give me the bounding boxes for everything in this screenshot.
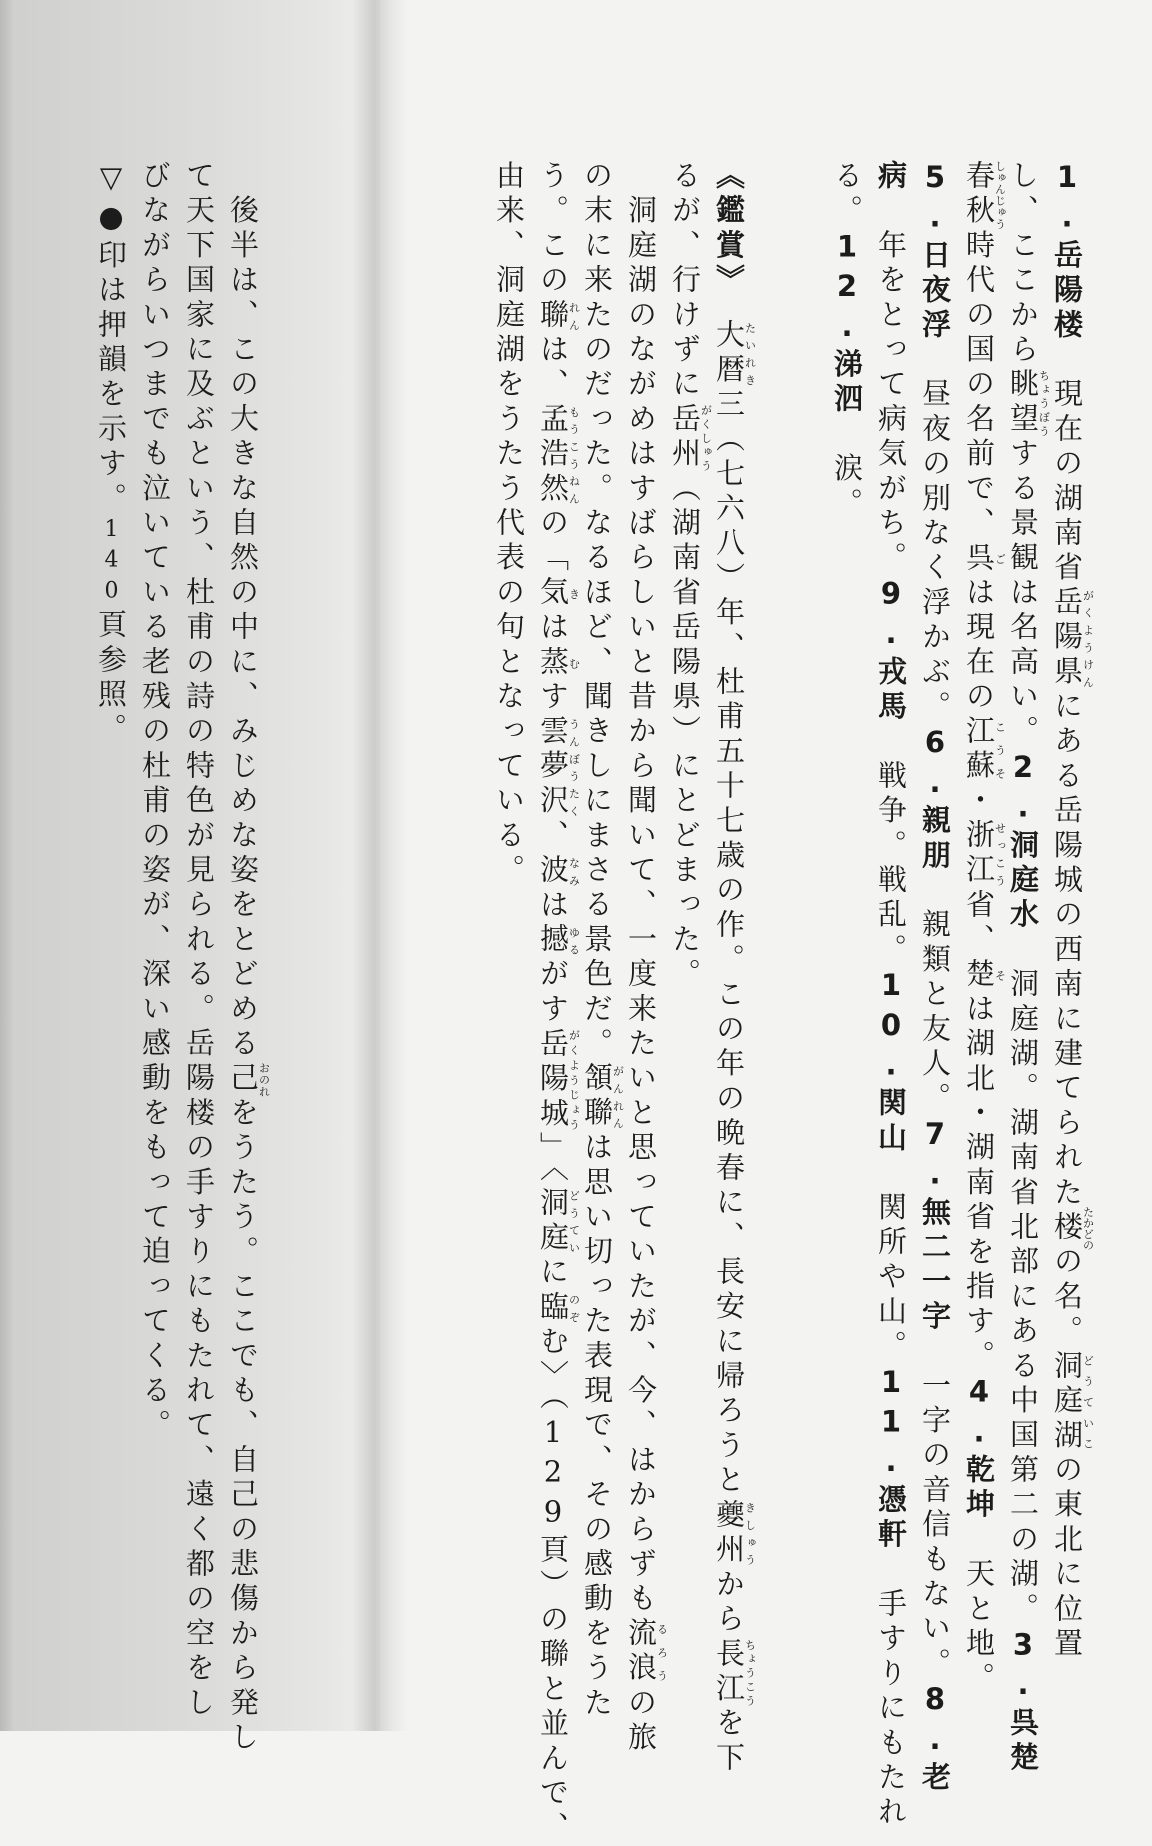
note-heading: 1.岳陽楼 — [1050, 160, 1084, 344]
ruby-reading: ゆる — [567, 923, 581, 959]
ruby-word — [580, 1062, 625, 1132]
text-run: 三（七六八）年、杜甫五十七歳の作。この年の晩春に、長安に帰ろうと — [712, 388, 746, 1499]
ruby-word — [668, 402, 713, 473]
ruby-base: 聯 — [536, 298, 570, 334]
appreciation-line-5 — [538, 160, 580, 1846]
text-run: は — [536, 888, 570, 924]
text-run: 140 — [99, 517, 124, 610]
text-run: の「 — [536, 507, 570, 577]
note-heading: 5.日夜浮 — [918, 160, 952, 344]
text-run: は — [536, 611, 570, 646]
appreciation-line-8 — [182, 160, 216, 1722]
text-run: がす — [536, 958, 570, 1028]
ruby-word — [962, 958, 1007, 993]
text-run: う。この — [536, 160, 570, 299]
text-run: 年をとって病気がち。 — [874, 194, 908, 577]
text-run: は湖北・湖南省を指す。 — [962, 992, 996, 1375]
book-fold-shadow — [352, 0, 408, 1731]
note-heading: 10.関山 — [874, 968, 908, 1157]
ruby-word — [712, 1637, 757, 1708]
ruby-base: 雲夢沢 — [536, 715, 570, 820]
ruby-word — [1006, 368, 1051, 438]
ruby-reading: こうそ — [993, 715, 1007, 785]
page-edge-shadow — [0, 0, 14, 1731]
text-run: 頁参照。 — [94, 609, 128, 748]
text-run: 昼夜の別なく浮かぶ。 — [918, 343, 952, 726]
ruby-reading: もうこうねん — [567, 402, 581, 508]
note-heading: 病 — [874, 160, 908, 195]
text-run: 由来、洞庭湖をうたう代表の句となっている。 — [492, 160, 526, 889]
ruby-base: 波 — [536, 854, 570, 889]
ruby-word — [962, 160, 1007, 230]
text-run: む〉（129頁）の聯と並んで、 — [536, 1325, 570, 1846]
text-run: 手すりにもたれ — [874, 1553, 908, 1831]
ruby-base: 岳州 — [668, 402, 702, 473]
ruby-base: 長江 — [712, 1637, 746, 1708]
text-run: 後半は、この大きな自然の中に、みじめな姿をとどめる — [226, 160, 260, 1063]
text-run: 天と地。 — [962, 1523, 996, 1697]
ruby-reading: がくしゅう — [699, 402, 713, 473]
ruby-base: 呉 — [962, 541, 996, 577]
ruby-reading: おのれ — [257, 1062, 271, 1097]
ruby-base: 浙江 — [962, 819, 996, 889]
ruby-base: 己 — [226, 1062, 260, 1097]
ruby-base: 江蘇 — [962, 715, 996, 785]
ruby-reading: き — [567, 576, 581, 612]
text-run: を下 — [712, 1707, 746, 1777]
ruby-word — [536, 1027, 581, 1132]
text-run: をうたう。ここでも、自己の悲傷から発し — [226, 1096, 260, 1757]
ruby-reading: どうていこ — [1081, 1349, 1095, 1454]
ruby-word — [1050, 1349, 1095, 1454]
ruby-reading: しゅんじゅう — [993, 160, 1007, 230]
ruby-word — [962, 819, 1007, 889]
text-run: から — [712, 1568, 746, 1638]
ruby-base: 春秋 — [962, 160, 996, 230]
ruby-word — [536, 923, 581, 959]
text-run: 、 — [536, 819, 570, 855]
text-run: の旅 — [624, 1686, 658, 1757]
ruby-word — [1050, 586, 1095, 691]
text-run: す — [536, 680, 570, 716]
note-line-2 — [1008, 160, 1050, 1776]
ruby-word — [536, 1290, 581, 1326]
ruby-base: 楼 — [1050, 1206, 1084, 1251]
ruby-base: 眺望 — [1006, 368, 1040, 438]
ruby-base: 楚 — [962, 958, 996, 993]
ruby-reading: そ — [993, 958, 1007, 993]
text-run: ▽●印は押韻を示す。 — [94, 160, 128, 517]
text-run: 涙。 — [830, 417, 864, 523]
note-heading: 9.戎馬 — [874, 576, 908, 726]
ruby-reading: ご — [993, 541, 1007, 577]
note-heading: 2.洞庭水 — [1006, 749, 1040, 934]
ruby-base: 夔州 — [712, 1498, 746, 1569]
ruby-base: 臨 — [536, 1290, 570, 1326]
appreciation-line-3 — [626, 160, 668, 1756]
text-run: は現在の — [962, 576, 996, 716]
ruby-word — [1050, 1206, 1095, 1251]
appreciation-line-1 — [714, 160, 756, 1776]
ruby-word — [624, 1617, 669, 1687]
ruby-base: 洞庭湖 — [1050, 1349, 1084, 1454]
ruby-reading: たかどの — [1081, 1206, 1095, 1251]
note-heading: 4.乾坤 — [962, 1374, 996, 1524]
text-run: ・ — [962, 784, 996, 820]
ruby-reading: む — [567, 645, 581, 681]
appreciation-line-2 — [670, 160, 712, 993]
ruby-word — [536, 1186, 581, 1256]
note-heading: 《鑑賞》 — [712, 160, 746, 285]
note-line-1 — [1052, 160, 1094, 1662]
appreciation-line-4 — [582, 160, 624, 1722]
ruby-word — [962, 715, 1007, 785]
ruby-word — [536, 298, 581, 334]
text-run: びながらいつまでも泣いている老残の杜甫の姿が、深い感動をもって迫ってくる。 — [138, 160, 172, 1444]
ruby-base: 蒸 — [536, 645, 570, 681]
ruby-word — [536, 645, 581, 681]
ruby-base: 気 — [536, 576, 570, 612]
text-run: 関所や山。 — [874, 1156, 908, 1365]
ruby-reading: るろう — [655, 1617, 669, 1687]
text-run: の東北に位置 — [1050, 1453, 1084, 1663]
text-run — [712, 284, 746, 319]
text-run: 洞庭湖。湖南省北部にある中国第二の湖。 — [1006, 933, 1040, 1628]
appreciation-line-10 — [94, 160, 128, 748]
text-run: 戦争。戦乱。 — [874, 725, 908, 969]
ruby-reading: なみ — [567, 854, 581, 889]
ruby-word — [536, 402, 581, 508]
ruby-word — [962, 541, 1007, 577]
ruby-word — [226, 1062, 271, 1097]
ruby-reading: がんれん — [611, 1062, 625, 1132]
appreciation-line-7 — [228, 160, 270, 1756]
note-heading: 12.涕泗 — [830, 229, 864, 418]
note-line-4 — [918, 160, 952, 1797]
appreciation-line-9 — [138, 160, 172, 1444]
ruby-reading: がくようじょう — [567, 1027, 581, 1132]
note-heading: 11.憑軒 — [874, 1364, 908, 1554]
ruby-reading: ちょうこう — [743, 1637, 757, 1708]
ruby-reading: がくようけん — [1081, 586, 1095, 691]
ruby-word — [712, 1498, 757, 1569]
ruby-base: 孟浩然 — [536, 402, 570, 508]
text-run: の末に来たのだった。なるほど、聞きしにまさる景色だ。 — [580, 160, 614, 1063]
ruby-reading: きしゅう — [743, 1498, 757, 1569]
ruby-word — [712, 319, 757, 389]
ruby-word — [536, 854, 581, 889]
note-line-6 — [830, 160, 864, 523]
text-run: 親類と友人。 — [918, 874, 952, 1117]
text-run: し、ここから — [1006, 160, 1040, 369]
ruby-reading: たいれき — [743, 319, 757, 389]
ruby-word — [536, 576, 581, 612]
note-heading: 7.無二一字 — [918, 1116, 952, 1336]
text-run: て天下国家に及ぶという、杜甫の詩の特色が見られる。岳陽楼の手すりにもたれて、遠く都の空をし — [182, 160, 216, 1722]
ruby-reading: どうてい — [567, 1186, 581, 1256]
ruby-base: 大暦 — [712, 319, 746, 389]
ruby-base: 岳陽城 — [536, 1027, 570, 1132]
text-run: 省、 — [962, 888, 996, 959]
note-line-5 — [874, 160, 908, 1831]
ruby-base: 撼 — [536, 923, 570, 959]
ruby-word — [536, 715, 581, 820]
text-run: 洞庭湖のながめはすばらしいと昔から聞いて、一度来たいと思っていたが、今、はからずも — [624, 160, 658, 1618]
text-run: 一字の音信もない。 — [918, 1335, 952, 1683]
text-run: に — [536, 1256, 570, 1291]
ruby-reading: のぞ — [567, 1290, 581, 1326]
ruby-reading: うんぼうたく — [567, 715, 581, 820]
note-heading: 8.老 — [918, 1682, 952, 1797]
note-heading: 6.親朋 — [918, 725, 952, 875]
text-run: は、 — [536, 333, 570, 403]
ruby-base: 頷聯 — [580, 1062, 614, 1132]
text-run: は思い切った表現で、その感動をうた — [580, 1131, 614, 1722]
ruby-reading: せっこう — [993, 819, 1007, 889]
text-run: にある岳陽城の西南に建てられた — [1050, 690, 1084, 1212]
text-run: る。 — [830, 160, 864, 230]
note-line-3 — [964, 160, 1006, 1697]
text-run: るが、行けずに — [668, 160, 702, 403]
ruby-base: 岳陽県 — [1050, 586, 1084, 691]
text-run: の名。 — [1050, 1245, 1084, 1350]
text-run: する景観は名高い。 — [1006, 437, 1040, 750]
ruby-base: 流浪 — [624, 1617, 658, 1687]
text-run: （湖南省岳陽県）にとどまった。 — [668, 472, 702, 993]
text-run: 現在の湖南省 — [1050, 343, 1084, 587]
appreciation-line-6 — [492, 160, 526, 889]
text-run: 」〈 — [536, 1131, 570, 1187]
ruby-reading: れん — [567, 298, 581, 334]
ruby-reading: ちょうぼう — [1037, 368, 1051, 438]
note-heading: 3.呉楚 — [1006, 1627, 1040, 1777]
text-run: 時代の国の名前で、 — [962, 229, 996, 542]
ruby-base: 洞庭 — [536, 1186, 570, 1256]
